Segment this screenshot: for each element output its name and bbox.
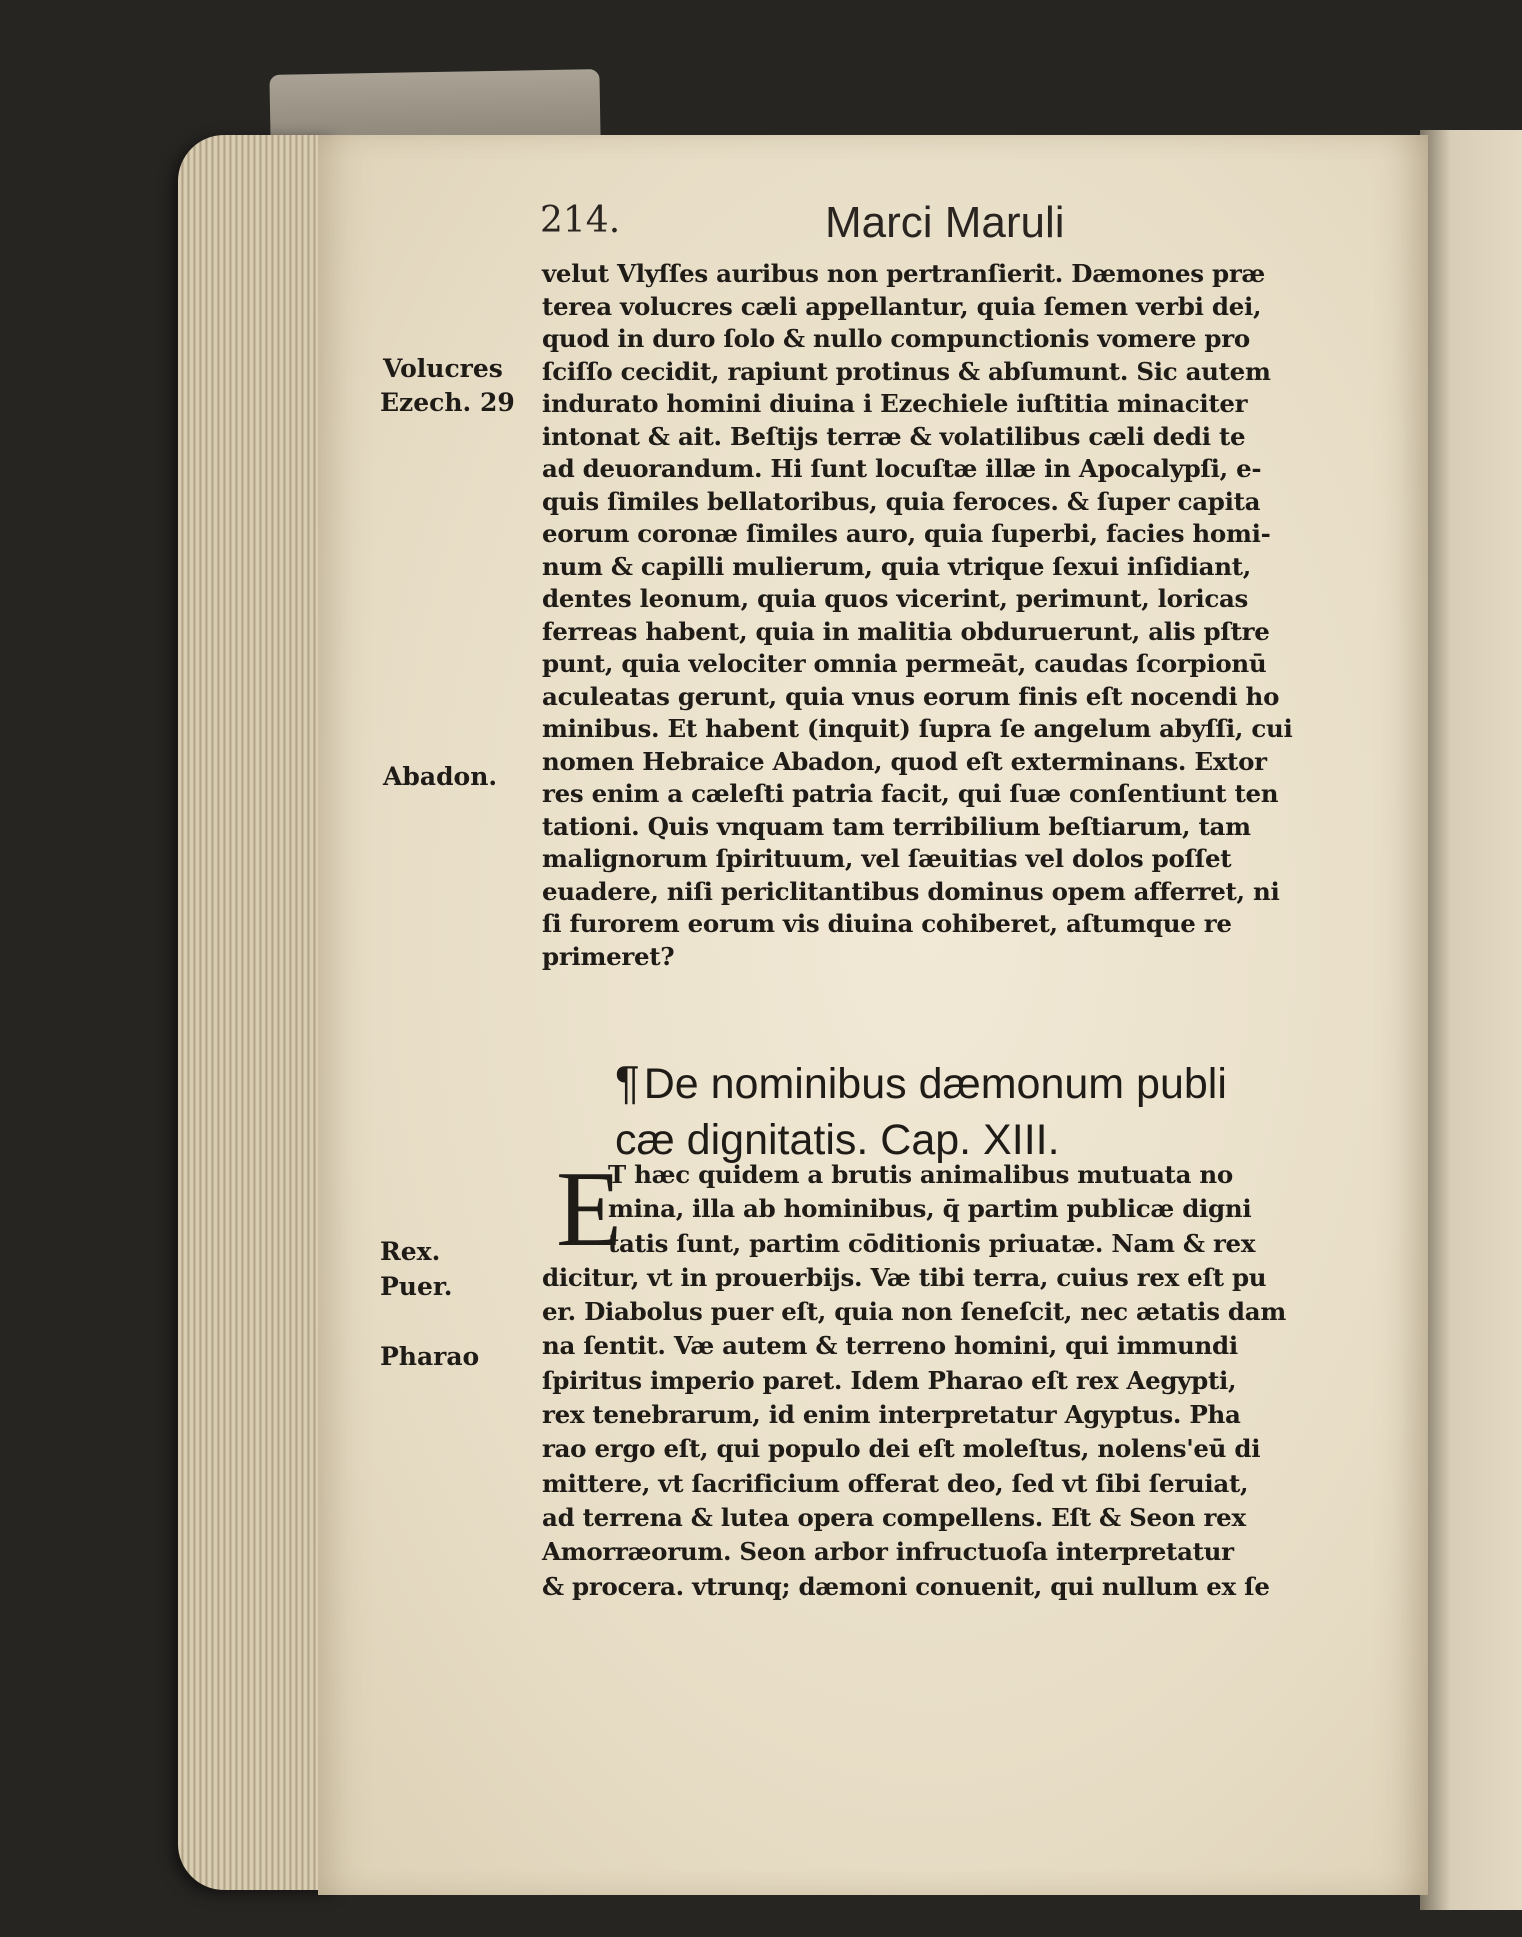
text-line: malignorum ſpirituum, vel ſæuitias vel dolos poſſet xyxy=(542,844,1232,873)
text-line: quod in duro ſolo & nullo compunctionis vomere pro xyxy=(542,324,1250,353)
chapter-heading xyxy=(615,1053,1335,1169)
text-line: dicitur, vt in prouerbijs. Væ tibi terra, cuius rex eſt pu xyxy=(542,1262,1267,1292)
chapter-heading-line-1 xyxy=(615,1053,1335,1111)
text-line: ferreas habent, quia in malitia obduruerunt, alis pſtre xyxy=(542,616,1270,646)
text-line: ſciſſo cecidit, rapiunt protinus & abſumunt. Sic autem xyxy=(542,356,1271,386)
running-head: Marci Maruli xyxy=(825,198,1065,247)
text-line: tationi. Quis vnquam tam terribilium beſtiarum, tam xyxy=(542,811,1251,841)
book-gutter xyxy=(1420,130,1522,1910)
chapter-heading-line-2: cæ dignitatis. Cap. XIII. xyxy=(615,1116,1060,1164)
text-line: na ſentit. Væ autem & terreno homini, qui immundi xyxy=(542,1331,1238,1361)
text-line: euadere, niſi periclitantibus dominus opem afferret, ni xyxy=(542,876,1280,906)
text-line: primeret? xyxy=(542,941,675,971)
text-line: rex tenebrarum, id enim interpretatur Agyptus. Pha xyxy=(542,1400,1241,1430)
text-line: intonat & ait. Beſtijs terræ & volatilibus cæli dedi te xyxy=(542,421,1246,451)
text-line: rao ergo eſt, qui populo dei eſt moleſtus, nolens'eū di xyxy=(542,1434,1261,1464)
book-spine-tab xyxy=(269,69,600,145)
drop-cap: E xyxy=(556,1150,622,1269)
text-line: ad deuorandum. Hi ſunt locuſtæ illæ in Apocalypſi, e- xyxy=(542,454,1262,483)
page-header xyxy=(540,198,1180,248)
text-line: ſpiritus imperio paret. Idem Pharao eſt rex Aegypti, xyxy=(542,1365,1237,1395)
text-line: res enim a cæleſti patria facit, qui ſuæ conſentiunt ten xyxy=(542,779,1279,808)
margin-note-volucres: Volucres xyxy=(383,354,503,383)
text-line: er. Diabolus puer eſt, quia non ſeneſcit, nec ætatis dam xyxy=(542,1297,1286,1327)
text-line: punt, quia velociter omnia permeāt, caudas ſcorpionū xyxy=(542,649,1267,678)
text-line: minibus. Et habent (inquit) ſupra ſe angelum abyſſi, cui xyxy=(542,714,1293,743)
page-number: 214. xyxy=(540,200,621,241)
page-edges xyxy=(178,135,338,1890)
text-line: ad terrena & lutea opera compellens. Eſt & Seon rex xyxy=(542,1502,1246,1532)
text-line: quis ſimiles bellatoribus, quia feroces. & ſuper capita xyxy=(542,486,1261,516)
margin-note-pharao: Pharao xyxy=(380,1342,480,1371)
chapter-title: De nominibus dæmonum publi xyxy=(643,1060,1227,1108)
text-line: indurato homini diuina i Ezechiele iuſtitia minaciter xyxy=(542,389,1248,418)
margin-note-ezech: Ezech. 29 xyxy=(380,388,515,417)
text-line: eorum coronæ ſimiles auro, quia ſuperbi, facies homi- xyxy=(542,519,1271,548)
margin-note-puer: Puer. xyxy=(380,1272,453,1301)
pilcrow-icon: ¶ xyxy=(615,1056,640,1108)
text-line: T hæc quidem a brutis animalibus mutuata no xyxy=(608,1160,1233,1189)
section-text-block xyxy=(542,1150,1332,1604)
main-text-block xyxy=(542,258,1332,973)
text-line: mittere, vt ſacrificium offerat deo, ſed vt ſibi ſeruiat, xyxy=(542,1468,1249,1498)
margin-note-abadon: Abadon. xyxy=(383,762,498,791)
text-line: & procera. vtrunq; dæmoni conuenit, qui nullum ex ſe xyxy=(542,1571,1270,1601)
text-line: Amorræorum. Seon arbor infructuoſa interpretatur xyxy=(542,1537,1234,1567)
text-line: mina, illa ab hominibus, q̄ partim publicæ digni xyxy=(608,1194,1252,1224)
text-line: terea volucres cæli appellantur, quia ſemen verbi dei, xyxy=(542,291,1262,321)
margin-note-rex: Rex. xyxy=(380,1237,441,1266)
text-line: nomen Hebraice Abadon, quod eſt exterminans. Extor xyxy=(542,746,1267,776)
text-line: dentes leonum, quia quos vicerint, perimunt, loricas xyxy=(542,584,1249,613)
text-line: aculeatas gerunt, quia vnus eorum finis eſt nocendi ho xyxy=(542,681,1280,711)
text-line: tatis ſunt, partim cōditionis priuatæ. Nam & rex xyxy=(608,1228,1256,1258)
text-line: num & capilli mulierum, quia vtrique ſexui inſidiant, xyxy=(542,551,1251,581)
text-line: ſi furorem eorum vis diuina cohiberet, aſtumque re xyxy=(542,909,1232,938)
text-line: velut Vlyſſes auribus non pertranſierit. Dæmones præ xyxy=(542,259,1266,288)
